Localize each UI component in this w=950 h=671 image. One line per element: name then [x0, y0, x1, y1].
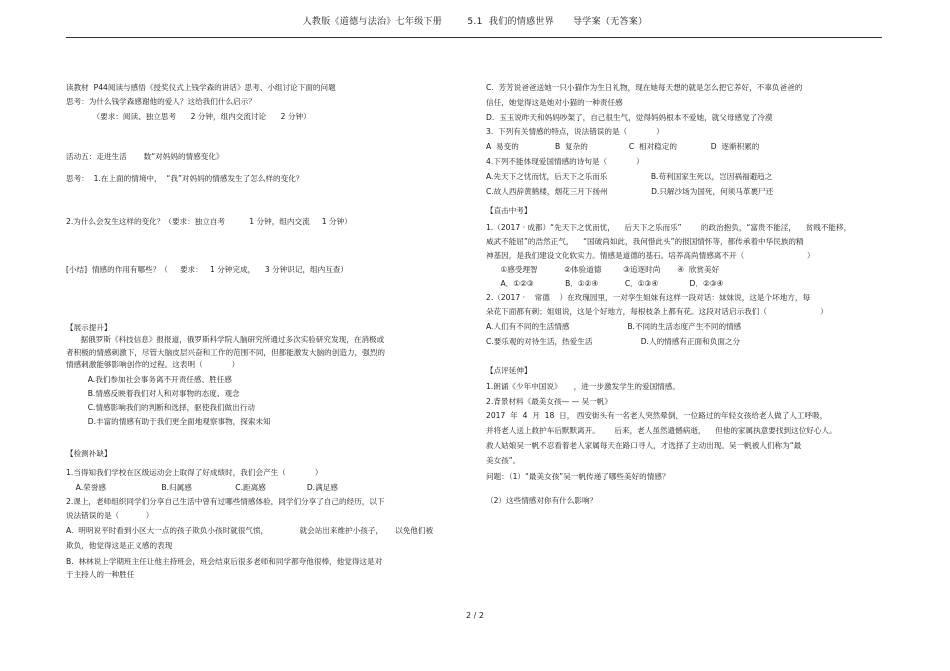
text-line: 并将老人送上救护车后默默离开。 后来，老人虽然遗憾病逝， 但他的家属执意要找到这位好心人。: [486, 426, 837, 435]
text-line: 思考：为什么钱学森感谢他的爱人？这给我们什么启示？: [66, 97, 256, 106]
text-line: A. 明明说平时看到小区大一点的孩子欺负小孩时就很气愤， 就会站出来维护小孩子， 以免他们被: [66, 526, 434, 535]
text-line: 问题：（1）“最美女孩”吴一帆传递了哪些美好的情感？: [486, 472, 670, 481]
text-line: 美女孩”。: [486, 456, 521, 465]
text-line: 据俄罗斯《科技信息》报报道，俄罗斯科学院人脑研究所通过多次实验研究发现，在消极或: [66, 335, 385, 344]
text-line: 2.（2017 · 常德 ）在玫瑰园里，一对孪生姐妹有这样一段对话：妹妹说，这是个坏地方，每: [486, 293, 811, 302]
text-line: A.荣誉感 B.归属感 C.距离感 D.满足感: [66, 483, 338, 492]
text-line: C.故人西辞黄鹤楼，烟花三月下扬州 D.只解沙场为国死，何须马革裹尸还: [486, 187, 774, 196]
text-line: 【检测补缺】: [66, 449, 112, 458]
text-line: 说法错误的是（ ）: [66, 511, 154, 520]
text-line: 2.背景材料《最美女孩— — 吴一帆》: [486, 397, 612, 406]
text-line: 救人姑娘吴一帆不忍看着老人家属每天在路口寻人，才选择了主动出现。吴一帆被人们称为“最: [486, 441, 802, 450]
text-line: C.要乐观的对待生活，热爱生活 D.人的情感有正面和负面之分: [486, 337, 741, 346]
text-line: 信任，她觉得这是她对小猫的一种责任感: [486, 98, 623, 107]
text-line: 1.（2017 · 成都）“先天下之忧而忧， 后天下之乐而乐” 的政治抱负，“富贵不能淫， 贫贱不能移，: [486, 223, 852, 232]
text-line: ①感受理智 ②体验道德 ③追逐时尚 ④ 欣赏美好: [486, 265, 720, 274]
text-line: C. 芳芳说爸爸送她一只小猫作为生日礼物，现在她每天想的就是怎么把它养好，不辜负爸爸的: [486, 83, 803, 92]
text-line: 【直击中考】: [486, 206, 532, 215]
text-line: 朵花下面都有刺；姐姐说，这是个好地方，每根枝条上都有花。这段对话启示我们（ ）: [486, 307, 828, 316]
text-line: A 易变的 B 复杂的 C 相对稳定的 D 逐渐积累的: [486, 142, 760, 151]
text-line: B. 林林说上学期班主任让他主持班会，班会结束后很多老师和同学都夸他很棒，他觉得这是对: [66, 557, 383, 566]
page-header-title: 人教版《道德与法治》七年级下册 5.1 我们的情感世界 导学案（无答案）: [302, 17, 648, 27]
text-line: 2.为什么会发生这样的变化？（要求：独立自考 1 分钟，组内交流 1 分钟）: [66, 217, 352, 226]
text-line: D. 玉玉说昨天和妈妈吵架了，自己很生气，觉得妈妈根本不爱她，就父母感觉了冷漠: [486, 113, 773, 122]
text-line: 欺负，他觉得这是正义感的表现: [66, 541, 173, 550]
text-line: [小结] 情感的作用有哪些？（ 要求： 1 分钟完成， 3 分钟识记，组内互查）: [66, 265, 349, 274]
text-line: 4.下列不能体现爱国情感的诗句是（ ）: [486, 157, 644, 166]
text-line: A.人们有不同的生活情感 B.不同的生活态度产生不同的情感: [486, 322, 742, 331]
text-line: 1.当得知我们学校在区级运动会上取得了好成绩时，我们会产生（ ）: [66, 468, 323, 477]
text-line: A．①②③ B．①②④ C．①③④ D．②③④: [486, 279, 724, 288]
text-line: D.丰富的情感有助于我们更全面地观察事物，探索未知: [66, 417, 271, 426]
text-line: 思考： 1.在上面的情境中， “我”对妈妈的情感发生了怎么样的变化？: [66, 174, 304, 183]
text-line: 情感刺激能够影响创作的过程。这表明（ ）: [66, 360, 240, 369]
text-line: 2.课上，老师组织同学们分享自己生活中曾有过哪些情感体验，同学们分享了自己的经历，以下: [66, 497, 385, 506]
text-line: （要求：阅读、独立思考 2 分钟，组内交流讨论 2 分钟）: [66, 112, 311, 121]
text-line: 【展示提升】: [66, 323, 112, 332]
text-line: 威武不能屈”的浩然正气， “国破尚如此，我何惜此头”的报国情怀等，都传承着中华民族的精: [486, 237, 804, 246]
text-line: 3. 下列有关情感的特点，说法错误的是（ ）: [486, 127, 664, 136]
text-line: 读教材 P44阅读与感悟《授奖仪式上钱学森的讲话》思考、小组讨论下面的问题: [66, 83, 336, 92]
text-line: 1.朗诵《少年中国说》 ，进一步激发学生的爱国情感。: [486, 382, 680, 391]
text-line: B.情感反映着我们对人和对事物的态度、观念: [66, 389, 240, 398]
text-line: 神基因，是我们建设文化软实力。情感是道德的基石。培养高尚情感离不开（ ）: [486, 251, 815, 260]
text-line: 【点评延伸】: [486, 366, 532, 375]
text-line: 于主持人的一种胜任: [66, 570, 135, 579]
page-number: 2 / 2: [466, 611, 484, 620]
header-rule: [66, 37, 882, 38]
text-line: 者积极的情感刺激下，尽管大脑皮层兴奋和工作的范围不同，但都能激发大脑的创造力，强烈的: [66, 348, 385, 357]
text-line: A.先天下之忧而忧，后天下之乐而乐 B.苟利国家生死以，岂因祸福避趋之: [486, 172, 773, 181]
text-line: A.我们参加社会事务离不开责任感、胜任感: [66, 375, 232, 384]
text-line: 活动五：走进生活 数“对妈妈的情感变化》: [66, 152, 224, 161]
text-line: 2017 年 4 月 18 日， 西安街头有一名老人突然晕倒，一位路过的年轻女孩给老人做了人工呼吸，: [486, 411, 828, 420]
text-line: C.情感影响我们的判断和选择，驱使我们做出行动: [66, 403, 255, 412]
text-line: （2）这些情感对你有什么影响？: [486, 496, 598, 505]
